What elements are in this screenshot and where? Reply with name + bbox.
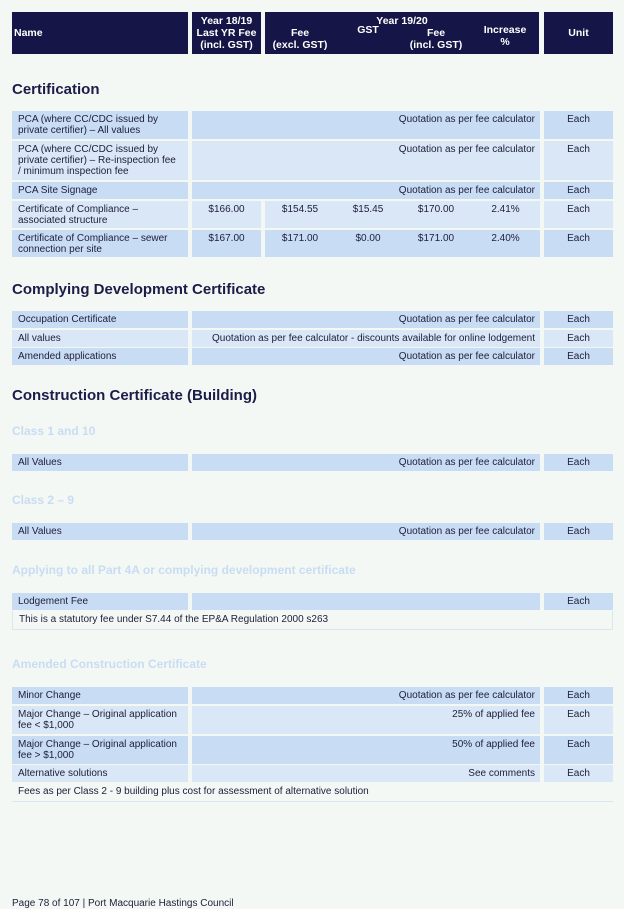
row-coc-sewer-increase: 2.40% (471, 230, 540, 257)
row-name-line: connection per site (18, 244, 102, 255)
header-inc-l1: Increase (483, 24, 527, 36)
header-fee-excl (265, 27, 335, 51)
row-coc-associated-fee: $154.55 (265, 201, 335, 228)
row-coc-associated-fee-incl: $170.00 (401, 201, 471, 228)
row-class1-all-values-fee: Quotation as per fee calculator (192, 454, 540, 471)
row-major-change-under-fee: 25% of applied fee (192, 706, 540, 734)
subsection-class-1-10: Class 1 and 10 (12, 424, 96, 438)
section-title-cdc: Complying Development Certificate (12, 281, 266, 298)
row-pca-reinspection-fee: Quotation as per fee calculator (192, 141, 540, 180)
row-name-line: fee > $1,000 (18, 750, 74, 761)
row-lodgement-fee-unit: Each (544, 593, 613, 610)
row-lodgement-fee-value (192, 593, 540, 610)
row-amended-apps-unit: Each (544, 348, 613, 365)
row-name-line: private certifier) – All values (18, 125, 141, 136)
header-name-label: Name (14, 27, 43, 39)
row-class2-all-values-unit: Each (544, 523, 613, 540)
row-coc-sewer-name (12, 230, 188, 257)
row-coc-associated-name (12, 201, 188, 228)
header-y18-line1: Year 18/19 (200, 15, 253, 27)
row-occupation-fee: Quotation as per fee calculator (192, 311, 540, 328)
section-title-construction-certificate: Construction Certificate (Building) (12, 387, 257, 404)
note-alt-solutions: Fees as per Class 2 - 9 building plus cost for assessment of alternative solution (12, 783, 613, 802)
subsection-part-4a: Applying to all Part 4A or complying development certificate (12, 563, 356, 577)
table-header (12, 12, 613, 54)
row-minor-change-unit: Each (544, 687, 613, 704)
header-gst-label: GST (357, 24, 379, 36)
row-minor-change-name: Minor Change (12, 687, 188, 704)
row-major-change-under-name (12, 706, 188, 734)
row-coc-associated-gst: $15.45 (335, 201, 401, 228)
row-major-change-under-unit: Each (544, 706, 613, 734)
row-class1-all-values-unit: Each (544, 454, 613, 471)
header-unit (544, 12, 613, 54)
row-name-line: Major Change – Original application (18, 739, 177, 750)
row-name-line: Certificate of Compliance – (18, 204, 139, 215)
row-pca-all-values-unit: Each (544, 111, 613, 139)
row-lodgement-fee-name: Lodgement Fee (12, 593, 188, 610)
row-pca-site-signage-fee: Quotation as per fee calculator (192, 182, 540, 199)
row-amended-apps-fee: Quotation as per fee calculator (192, 348, 540, 365)
row-name-line: / minimum inspection fee (18, 166, 129, 177)
row-alt-solutions-unit: Each (544, 765, 613, 782)
row-coc-sewer-gst: $0.00 (335, 230, 401, 257)
header-inc-l2: % (500, 36, 510, 48)
row-amended-apps-name: Amended applications (12, 348, 188, 365)
row-coc-sewer-fee-incl: $171.00 (401, 230, 471, 257)
row-pca-site-signage-unit: Each (544, 182, 613, 199)
subsection-amended-cc: Amended Construction Certificate (12, 657, 207, 671)
row-class2-all-values-fee: Quotation as per fee calculator (192, 523, 540, 540)
row-coc-associated-y18: $166.00 (192, 201, 261, 228)
row-cdc-all-values-name: All values (12, 330, 188, 347)
row-name-line: fee < $1,000 (18, 720, 74, 731)
header-fee-l2: (excl. GST) (272, 39, 328, 51)
row-alt-solutions-name: Alternative solutions (12, 765, 188, 782)
row-coc-sewer-unit: Each (544, 230, 613, 257)
note-lodgement-statutory: This is a statutory fee under S7.44 of the EP&A Regulation 2000 s263 (12, 611, 613, 630)
page-footer: Page 78 of 107 | Port Macquarie Hastings Council (12, 898, 234, 909)
row-major-change-over-name (12, 736, 188, 764)
section-title-certification: Certification (12, 81, 100, 98)
header-year-18-19 (192, 12, 261, 54)
row-pca-all-values-name (12, 111, 188, 139)
header-unit-label: Unit (568, 27, 589, 39)
row-class2-all-values-name: All Values (12, 523, 188, 540)
row-cdc-all-values-unit: Each (544, 330, 613, 347)
row-pca-all-values-fee: Quotation as per fee calculator (192, 111, 540, 139)
row-coc-associated-increase: 2.41% (471, 201, 540, 228)
header-gst (335, 24, 401, 36)
header-name (12, 12, 188, 54)
row-coc-associated-unit: Each (544, 201, 613, 228)
header-fee-l1: Fee (290, 27, 310, 39)
row-pca-reinspection-name (12, 141, 188, 180)
header-fee-incl (401, 27, 471, 51)
row-alt-solutions-fee: See comments (192, 765, 540, 782)
row-major-change-over-fee: 50% of applied fee (192, 736, 540, 764)
row-minor-change-fee: Quotation as per fee calculator (192, 687, 540, 704)
row-major-change-over-unit: Each (544, 736, 613, 764)
row-pca-site-signage-name: PCA Site Signage (12, 182, 188, 199)
row-occupation-unit: Each (544, 311, 613, 328)
header-finc-l2: (incl. GST) (409, 39, 463, 51)
header-y18-line3: (incl. GST) (200, 39, 253, 51)
row-name-line: PCA (where CC/CDC issued by (18, 144, 159, 155)
row-class1-all-values-name: All Values (12, 454, 188, 471)
row-name-line: Major Change – Original application (18, 709, 177, 720)
header-y19-title: Year 19/20 (376, 15, 428, 27)
row-name-line: private certifier) – Re-inspection fee (18, 155, 176, 166)
header-y18-line2: Last YR Fee (196, 27, 257, 39)
header-finc-l1: Fee (426, 27, 446, 39)
header-increase (471, 24, 539, 48)
row-occupation-name: Occupation Certificate (12, 311, 188, 328)
row-coc-sewer-fee: $171.00 (265, 230, 335, 257)
subsection-class-2-9: Class 2 – 9 (12, 493, 75, 507)
row-cdc-all-values-fee: Quotation as per fee calculator - discounts available for online lodgement (192, 330, 540, 347)
row-name-line: Certificate of Compliance – sewer (18, 233, 168, 244)
header-year-19-20 (265, 12, 539, 54)
row-pca-reinspection-unit: Each (544, 141, 613, 180)
row-name-line: PCA (where CC/CDC issued by (18, 114, 159, 125)
row-name-line: associated structure (18, 215, 108, 226)
row-coc-sewer-y18: $167.00 (192, 230, 261, 257)
